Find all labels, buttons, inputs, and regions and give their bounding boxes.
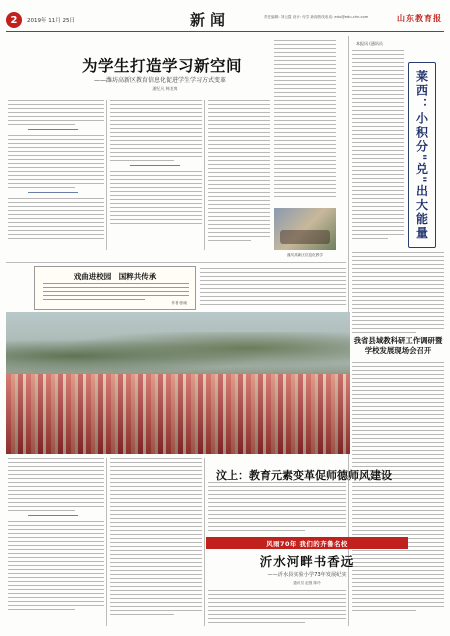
feature-title-box (408, 62, 436, 248)
lower-left-column (8, 458, 104, 613)
column-rule (204, 458, 205, 626)
right-story-title: 我省县域教科研工作调研暨学校发展现场会召开 (353, 336, 443, 355)
article2-title: 汶上：教育元素变革促师德师风建设 (216, 469, 392, 482)
editor-info: 责任编辑: 刘云霞 设计: 付学 新闻热线电话: edu@edu-chn.com (264, 15, 369, 19)
column-rule (106, 458, 107, 626)
main-photo (6, 312, 350, 454)
section-rule (6, 262, 346, 263)
section-title: 新闻 (190, 11, 231, 29)
article3-text (208, 590, 346, 626)
series-banner (206, 537, 408, 549)
poem-box (34, 266, 196, 310)
article2-text (208, 482, 346, 534)
lead-column-2 (110, 100, 202, 227)
photo-shade (6, 374, 350, 454)
poem-side-text (200, 268, 346, 308)
lead-column-1 (8, 100, 104, 242)
article3-title: 沂水河畔书香远 (259, 554, 355, 569)
photo-caption: 潍坊高新区信息化教学 (287, 253, 323, 257)
masthead-logo: 山东教育报 (397, 13, 442, 23)
page-number-badge: 2 (6, 12, 22, 28)
right-byline: 本报讯 (通讯员 (356, 41, 383, 46)
feature-title: 莱西：小积分"兑"出大能量 (414, 69, 429, 241)
article3-byline: 通讯员 赵强 陈玲 (293, 581, 321, 585)
header-rule (6, 31, 444, 32)
column-rule (204, 100, 205, 250)
photo-trees (6, 332, 350, 372)
right-column-text-top (352, 50, 404, 242)
poem-title: 戏曲进校园 国粹共传承 (73, 272, 157, 281)
right-column-text-mid (352, 252, 444, 336)
article3-subtitle: ——沂水县实验小学73年发展纪实 (267, 572, 347, 578)
column-rule (106, 100, 107, 250)
series-banner-text: 风雨70年 我们的齐鲁名校 (266, 540, 348, 548)
lead-column-3 (208, 100, 270, 244)
lead-article-byline: 潘纪凡 韩龙爽 (152, 86, 178, 91)
poem-author: 作者:张晓 (171, 301, 187, 305)
lower-column-2 (110, 458, 202, 618)
lead-article-subtitle: ——潍坊高新区教育信息化促进学生学习方式变革 (93, 77, 226, 84)
page-header (0, 0, 450, 36)
article-photo-small (274, 208, 336, 250)
poem-text (43, 283, 189, 303)
issue-date: 2019年 11月 25日 (27, 18, 75, 24)
lead-column-4 (274, 40, 336, 200)
lead-article-title: 为学生打造学习新空间 (81, 56, 242, 75)
